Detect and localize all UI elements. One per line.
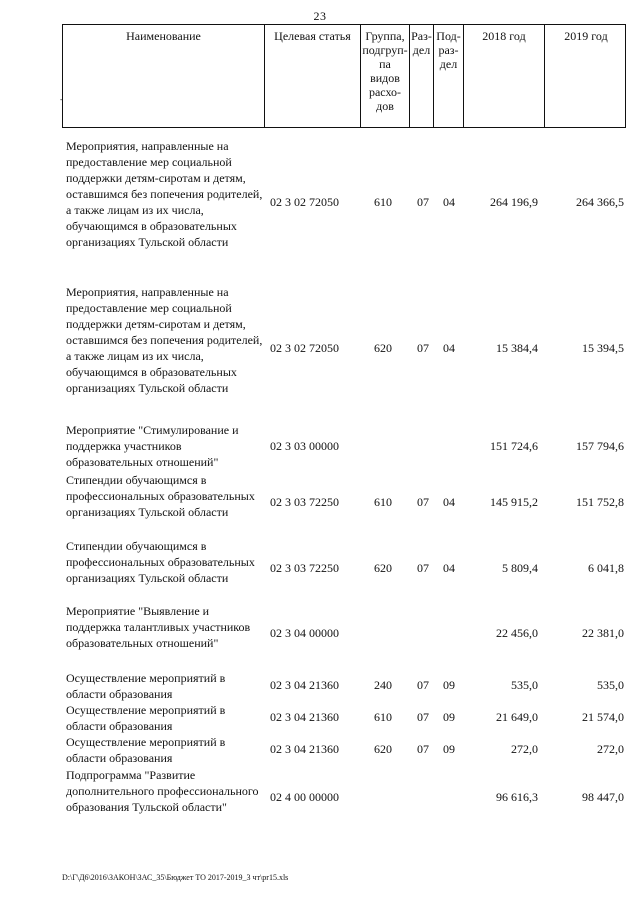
row-target: 02 3 04 21360 xyxy=(270,742,339,756)
row-subsection: 09 xyxy=(443,742,455,756)
row-group: 620 xyxy=(374,341,392,355)
row-2018: 15 384,4 xyxy=(496,341,538,355)
row-group: 620 xyxy=(374,561,392,575)
row-section: 07 xyxy=(417,710,429,724)
row-group: 610 xyxy=(374,495,392,509)
row-name: Мероприятие "Выявление и поддержка талантливых участников образовательных отношений" xyxy=(66,604,251,650)
row-2018: 5 809,4 xyxy=(502,561,538,575)
row-2019: 22 381,0 xyxy=(582,626,624,640)
row-2018: 145 915,2 xyxy=(490,495,538,509)
row-target: 02 3 03 72250 xyxy=(270,495,339,509)
row-subsection: 04 xyxy=(443,341,455,355)
row-name: Мероприятия, направленные на предоставление мер социальной поддержки детям-сиротам и детям, оставшимся без попечения родителей, а также лицам из их числа, обучающимся в образовательных организациях Тульской области xyxy=(66,139,263,249)
row-name: Осуществление мероприятий в области образования xyxy=(66,703,226,733)
row-2019: 535,0 xyxy=(597,678,624,692)
header-2019: 2019 год xyxy=(564,29,608,43)
file-path-footer: D:\Г\Д6\2016\ЗАКОН\ЗАС_35\Бюджет ТО 2017-2019_3 чт\pr15.xls xyxy=(62,873,289,882)
row-2018: 151 724,6 xyxy=(490,439,538,453)
row-name: Подпрограмма "Развитие дополнительного профессионального образования Тульской области" xyxy=(66,768,259,814)
row-2018: 535,0 xyxy=(511,678,538,692)
row-section: 07 xyxy=(417,495,429,509)
header-target: Целевая статья xyxy=(265,25,361,127)
row-2018: 22 456,0 xyxy=(496,626,538,640)
row-subsection: 04 xyxy=(443,495,455,509)
row-name: Стипендии обучающимся в профессиональных образовательных организациях Тульской области xyxy=(66,473,255,519)
row-name: Осуществление мероприятий в области образования xyxy=(66,671,226,701)
row-2019: 6 041,8 xyxy=(588,561,624,575)
row-2019: 15 394,5 xyxy=(582,341,624,355)
row-2018: 96 616,3 xyxy=(496,790,538,804)
row-2018: 264 196,9 xyxy=(490,195,538,209)
row-2018: 21 649,0 xyxy=(496,710,538,724)
row-section: 07 xyxy=(417,561,429,575)
row-subsection: 04 xyxy=(443,561,455,575)
row-2018: 272,0 xyxy=(511,742,538,756)
row-target: 02 3 02 72050 xyxy=(270,195,339,209)
header-subsection: Под- раз- дел xyxy=(434,25,464,127)
header-group: Группа, подгруп- па видов расхо- дов xyxy=(361,25,410,127)
row-target: 02 3 02 72050 xyxy=(270,341,339,355)
row-name: Осуществление мероприятий в области образования xyxy=(66,735,226,765)
row-target: 02 3 04 21360 xyxy=(270,678,339,692)
row-target: 02 4 00 00000 xyxy=(270,790,339,804)
table-header xyxy=(62,24,626,128)
row-section: 07 xyxy=(417,678,429,692)
row-target: 02 3 04 00000 xyxy=(270,626,339,640)
header-name: Наименование xyxy=(63,25,265,127)
row-target: 02 3 03 72250 xyxy=(270,561,339,575)
row-2019: 264 366,5 xyxy=(576,195,624,209)
row-group: 240 xyxy=(374,678,392,692)
row-name: Мероприятия, направленные на предоставление мер социальной поддержки детям-сиротам и детям, оставшимся без попечения родителей, а также лицам из их числа, обучающимся в образовательных организациях Тульской области xyxy=(66,285,263,395)
row-group: 620 xyxy=(374,742,392,756)
row-section: 07 xyxy=(417,195,429,209)
row-name: Стипендии обучающимся в профессиональных образовательных организациях Тульской области xyxy=(66,539,255,585)
row-subsection: 04 xyxy=(443,195,455,209)
row-2019: 272,0 xyxy=(597,742,624,756)
row-2019: 151 752,8 xyxy=(576,495,624,509)
row-subsection: 09 xyxy=(443,710,455,724)
row-2019: 98 447,0 xyxy=(582,790,624,804)
row-section: 07 xyxy=(417,742,429,756)
margin-mark: - xyxy=(60,95,63,104)
header-section: Раз- дел xyxy=(410,25,434,127)
row-section: 07 xyxy=(417,341,429,355)
page-number: 23 xyxy=(313,9,327,23)
row-target: 02 3 03 00000 xyxy=(270,439,339,453)
row-subsection: 09 xyxy=(443,678,455,692)
row-group: 610 xyxy=(374,195,392,209)
row-2019: 21 574,0 xyxy=(582,710,624,724)
row-2019: 157 794,6 xyxy=(576,439,624,453)
row-name: Мероприятие "Стимулирование и поддержка участников образовательных отношений" xyxy=(66,423,239,469)
row-target: 02 3 04 21360 xyxy=(270,710,339,724)
budget-table xyxy=(62,24,626,814)
row-group: 610 xyxy=(374,710,392,724)
header-2018: 2018 год xyxy=(464,25,545,127)
